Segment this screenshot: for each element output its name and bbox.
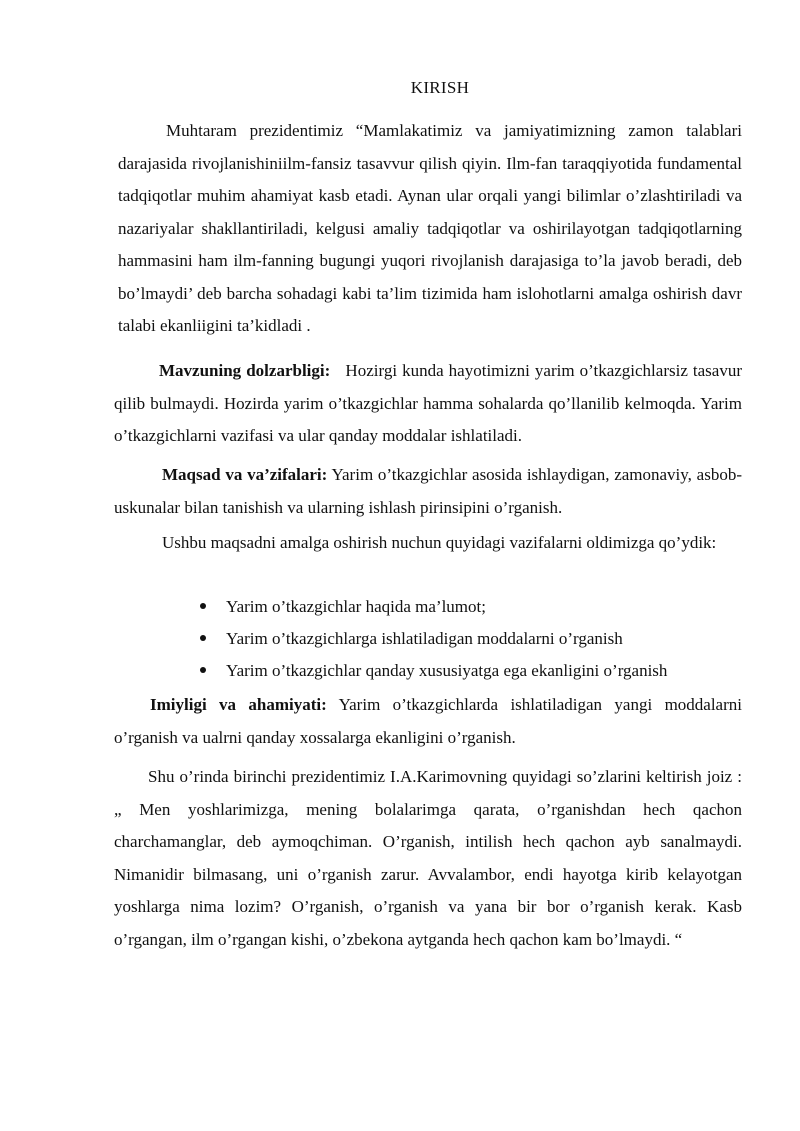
bullet-icon (200, 667, 206, 673)
goals-paragraph (114, 459, 742, 524)
significance-paragraph (114, 689, 742, 754)
quote-paragraph (114, 761, 742, 956)
intro-paragraph (118, 115, 742, 343)
relevance-text: Hozirgi kunda hayotimizni yarim o’tkazgichlarsiz tasavur qilib bulmaydi. Hozirda yarim o’tkazgichlar hamma sohalarda qo’llanilib kelmoqda. Yarim o’tkazgichlarni vazifasi va ular qanday moddalar ishlatiladi. (114, 361, 743, 445)
list-item (200, 591, 667, 623)
tasks-intro-paragraph (114, 527, 742, 560)
list-item (200, 623, 667, 655)
goals-text: Yarim o’tkazgichlar asosida ishlaydigan, zamonaviy, asbob-uskunalar bilan tanishish va ularning ishlash pirinsipini o’rganish. (114, 465, 742, 517)
list-item-text: Yarim o’tkazgichlar qanday xususiyatga ega ekanligini o’rganish (226, 661, 668, 680)
list-item-text: Yarim o’tkazgichlarga ishlatiladigan moddalarni o’rganish (226, 629, 623, 648)
relevance-paragraph (114, 355, 742, 453)
tasks-list (200, 591, 667, 687)
intro-text: Muhtaram prezidentimiz “Mamlakatimiz va jamiyatimizning zamon talablari darajasida rivojlanishiniilm-fansiz tasavvur qilish qiyin. Ilm-fan taraqqiyotida fundamental tadqiqotlar muhim ahamiyat kasb etadi. Aynan ular orqali yangi bilimlar o’zlashtiriladi va nazariyalar shakllantiriladi, kelgusi amaliy tadqiqotlar va oshirilayotgan tadqiqotlarning hammasini ham ilm-fanning bugungi yuqori rivojlanish darajasiga to’la javob beradi, deb bo’lmaydi’ deb barcha sohadagi kabi ta’lim tizimida ham islohotlarni amalga oshirish davr talabi ekanliigini ta’kidladi . (118, 121, 742, 335)
quote-text: Shu o’rinda birinchi prezidentimiz I.A.Karimovning quyidagi so’zlarini keltirish joiz : „ Men yoshlarimizga, mening bolalarimga qarata, o’rganishdan hech qachon charchamanglar, deb aymoqchiman. O’rganish, intilish hech qachon ayb sanalmaydi. Nimanidir bilmasang, uni o’rganish zarur. Avvalambor, endi hayotga kirib kelayotgan yoshlarga nima lozim? O’rganish, o’rganish va yana bir bor o’rganish kerak. Kasb o’rgangan, ilm o’rgangan kishi, o’zbekona aytganda hech qachon kam bo’lmaydi. “ (114, 767, 742, 949)
significance-text: Yarim o’tkazgichlarda ishlatiladigan yangi moddalarni o’rganish va ualrni qanday xossalarga ekanligini o’rganish. (114, 695, 742, 747)
bullet-icon (200, 635, 206, 641)
significance-label: Imiyligi va ahamiyati: (150, 695, 327, 714)
bullet-icon (200, 603, 206, 609)
goals-label: Maqsad va va’zifalari: (162, 465, 328, 484)
list-item-text: Yarim o’tkazgichlar haqida ma’lumot; (226, 597, 486, 616)
list-item (200, 655, 667, 687)
tasks-intro-text: Ushbu maqsadni amalga oshirish nuchun quyidagi vazifalarni oldimizga qo’ydik: (162, 533, 717, 552)
relevance-label: Mavzuning dolzarbligi: (159, 361, 331, 380)
page-title: KIRISH (410, 78, 470, 97)
